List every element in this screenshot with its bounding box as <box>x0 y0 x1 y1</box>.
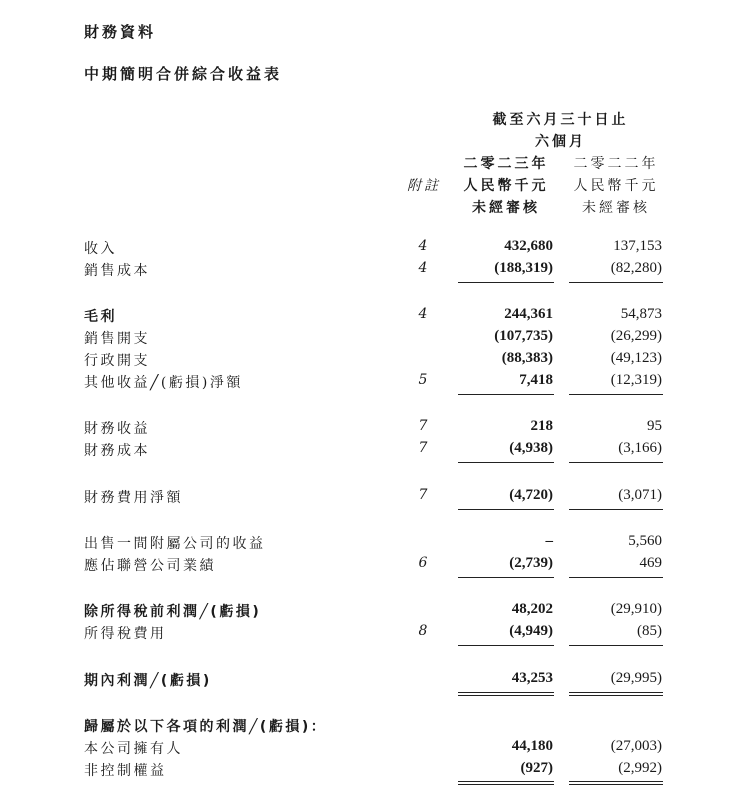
row-note: 4 <box>418 306 428 322</box>
value-2022: (3,071) <box>618 487 662 503</box>
subtotal-rule <box>458 509 554 510</box>
table-row <box>0 418 744 440</box>
subtotal-rule <box>569 577 663 578</box>
total-rule <box>458 784 554 785</box>
total-rule <box>458 781 554 782</box>
value-2023: – <box>545 533 553 549</box>
subtotal-rule <box>569 645 663 646</box>
value-2022: (27,003) <box>610 738 662 754</box>
row-note: 6 <box>418 555 428 571</box>
value-2022: (29,995) <box>610 670 662 686</box>
value-2023: 432,680 <box>504 238 553 254</box>
value-2022: (2,992) <box>618 760 662 776</box>
row-note: 7 <box>418 440 428 456</box>
row-label: 毛利 <box>84 309 117 325</box>
subtotal-rule <box>458 462 554 463</box>
table-row <box>0 716 744 738</box>
row-label: 出售一間附屬公司的收益 <box>84 536 266 552</box>
subtotal-rule <box>569 462 663 463</box>
section-title: 財務資料 <box>84 23 157 41</box>
table-row <box>0 487 744 509</box>
col-2022-audit: 未經審核 <box>582 200 650 216</box>
total-rule <box>569 692 663 693</box>
row-label: 銷售成本 <box>84 263 150 279</box>
row-note: 4 <box>418 260 428 276</box>
value-2023: 44,180 <box>511 738 553 754</box>
row-note: 7 <box>418 487 428 503</box>
row-label: 其他收益╱(虧損)淨額 <box>84 375 243 391</box>
row-label: 歸屬於以下各項的利潤╱(虧損)： <box>84 719 328 735</box>
value-2022: (49,123) <box>610 350 662 366</box>
value-2022: 137,153 <box>613 238 662 254</box>
row-label: 本公司擁有人 <box>84 741 183 757</box>
subtotal-rule <box>458 577 554 578</box>
value-2022: 95 <box>647 418 662 434</box>
value-2022: (85) <box>637 623 662 639</box>
col-2023-audit: 未經審核 <box>472 200 540 216</box>
total-rule <box>569 784 663 785</box>
value-2023: (4,949) <box>509 623 553 639</box>
value-2022: 5,560 <box>628 533 662 549</box>
table-row <box>0 533 744 555</box>
value-2022: (82,280) <box>610 260 662 276</box>
period-header-line2: 六個月 <box>535 134 586 150</box>
row-label: 行政開支 <box>84 353 150 369</box>
subtotal-rule <box>569 509 663 510</box>
value-2023: 43,253 <box>511 670 553 686</box>
value-2023: (4,720) <box>509 487 553 503</box>
value-2022: (12,319) <box>610 372 662 388</box>
table-row <box>0 350 744 372</box>
value-2022: (3,166) <box>618 440 662 456</box>
table-row <box>0 760 744 782</box>
row-note: 7 <box>418 418 428 434</box>
table-row <box>0 328 744 350</box>
value-2023: (88,383) <box>501 350 553 366</box>
table-row <box>0 738 744 760</box>
table-row <box>0 440 744 462</box>
col-2023-year: 二零二三年 <box>463 156 549 172</box>
total-rule <box>569 695 663 696</box>
value-2022: 469 <box>639 555 662 571</box>
subtotal-rule <box>458 645 554 646</box>
value-2023: (188,319) <box>494 260 553 276</box>
total-rule <box>569 781 663 782</box>
row-label: 除所得稅前利潤╱(虧損) <box>84 604 262 620</box>
total-rule <box>458 692 554 693</box>
col-2022-currency: 人民幣千元 <box>573 178 659 194</box>
value-2022: 54,873 <box>620 306 662 322</box>
table-row <box>0 238 744 260</box>
value-2023: 218 <box>530 418 553 434</box>
col-2022-year: 二零二二年 <box>573 156 659 172</box>
row-note: 4 <box>418 238 428 254</box>
row-note: 5 <box>418 372 428 388</box>
value-2023: (4,938) <box>509 440 553 456</box>
total-rule <box>458 695 554 696</box>
row-label: 收入 <box>84 241 117 257</box>
row-note: 8 <box>418 623 428 639</box>
table-row <box>0 306 744 328</box>
row-label: 期內利潤╱(虧損) <box>84 673 212 689</box>
value-2023: 48,202 <box>511 601 553 617</box>
row-label: 財務成本 <box>84 443 150 459</box>
table-row <box>0 623 744 645</box>
row-label: 銷售開支 <box>84 331 150 347</box>
period-header-line1: 截至六月三十日止 <box>492 112 629 128</box>
value-2022: (26,299) <box>610 328 662 344</box>
note-column-header: 附註 <box>407 178 441 194</box>
table-row <box>0 372 744 394</box>
value-2023: (927) <box>520 760 553 776</box>
row-label: 非控制權益 <box>84 763 167 779</box>
table-row <box>0 670 744 692</box>
table-row <box>0 601 744 623</box>
subtotal-rule <box>458 282 554 283</box>
row-label: 財務收益 <box>84 421 150 437</box>
value-2023: (2,739) <box>509 555 553 571</box>
value-2023: (107,735) <box>494 328 553 344</box>
statement-title: 中期簡明合併綜合收益表 <box>84 65 283 83</box>
table-row <box>0 260 744 282</box>
row-label: 財務費用淨額 <box>84 490 183 506</box>
subtotal-rule <box>569 394 663 395</box>
col-2023-currency: 人民幣千元 <box>463 178 549 194</box>
subtotal-rule <box>458 394 554 395</box>
row-label: 應佔聯營公司業績 <box>84 558 216 574</box>
value-2022: (29,910) <box>610 601 662 617</box>
subtotal-rule <box>569 282 663 283</box>
value-2023: 7,418 <box>519 372 553 388</box>
row-label: 所得稅費用 <box>84 626 167 642</box>
value-2023: 244,361 <box>504 306 553 322</box>
table-row <box>0 555 744 577</box>
